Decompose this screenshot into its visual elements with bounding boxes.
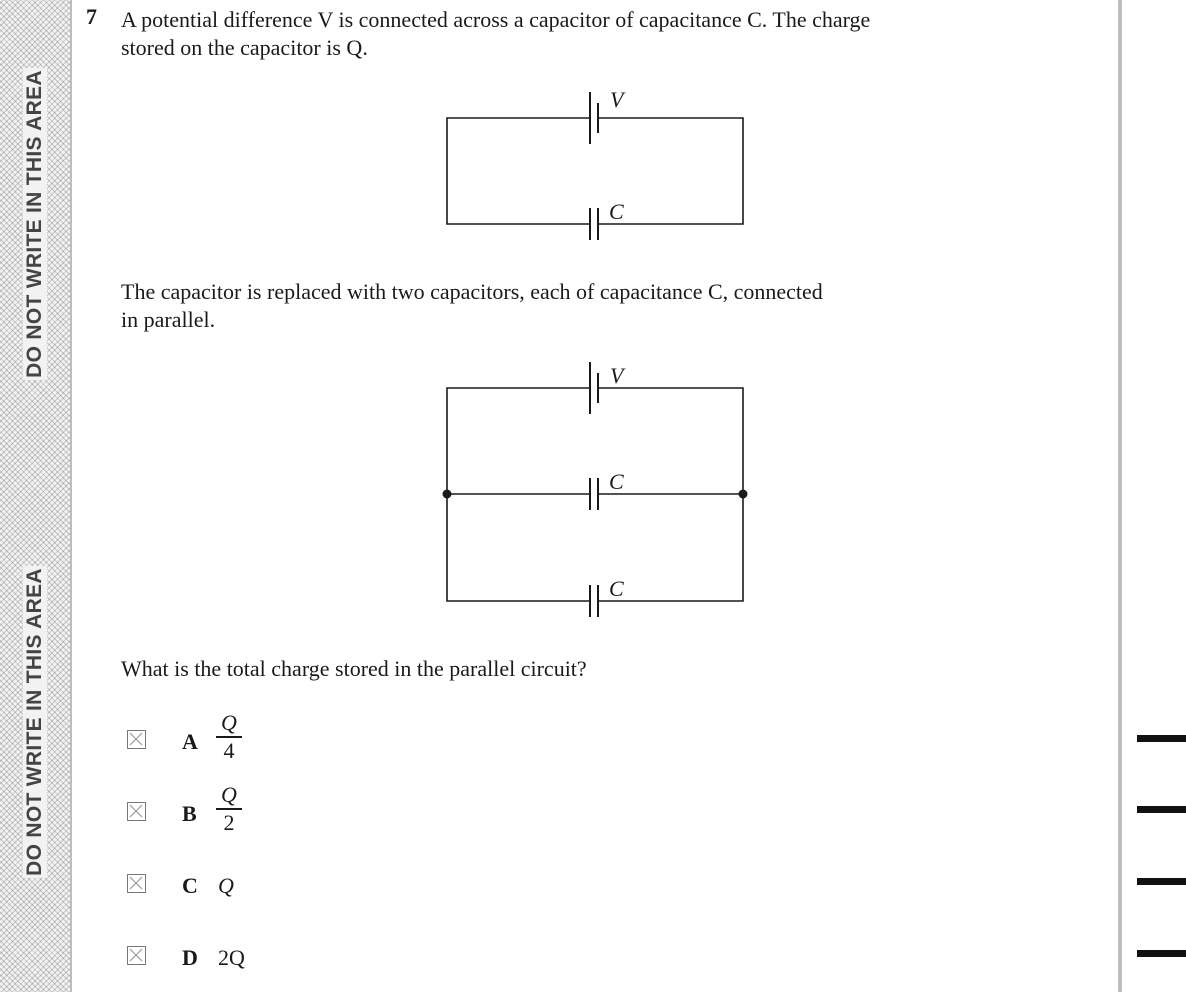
option-d-checkbox[interactable] <box>127 946 146 965</box>
option-d-letter: D <box>182 945 198 970</box>
option-d-text: 2Q <box>218 945 245 970</box>
option-a-numerator: Q <box>221 710 237 735</box>
parallel-capacitor-circuit <box>447 362 743 617</box>
margin-warning-top: DO NOT WRITE IN THIS AREA <box>23 70 46 378</box>
single-capacitor-circuit <box>447 92 743 240</box>
option-a-fraction <box>216 712 242 762</box>
circuit2-source-label: V <box>610 363 624 388</box>
circuit1-capacitor-label: C <box>609 199 624 224</box>
question-prompt: What is the total charge stored in the parallel circuit? <box>121 656 587 681</box>
question-intro-line-1: A potential difference V is connected across a capacitor of capacitance C. The charge <box>121 7 871 32</box>
question-middle-line-2: in parallel. <box>121 307 216 332</box>
option-b-fraction <box>216 784 242 834</box>
circuit2-capacitor1-label: C <box>609 469 624 494</box>
option-a-checkbox[interactable] <box>127 730 146 749</box>
circuit2-capacitor2-label: C <box>609 576 624 601</box>
option-c-text: Q <box>218 873 234 898</box>
option-b-letter: B <box>182 801 197 826</box>
option-b-numerator: Q <box>221 782 237 807</box>
question-number: 7 <box>86 4 97 29</box>
circuit2-junction-left <box>443 490 452 499</box>
option-a-letter: A <box>182 729 198 754</box>
question-middle <box>121 278 823 334</box>
margin-warning-bottom: DO NOT WRITE IN THIS AREA <box>23 568 46 876</box>
option-a-denominator: 4 <box>223 737 235 763</box>
option-c-checkbox[interactable] <box>127 874 146 893</box>
question-middle-line-1: The capacitor is replaced with two capacitors, each of capacitance C, connected <box>121 279 823 304</box>
option-b-denominator: 2 <box>223 809 235 835</box>
question-intro-line-2: stored on the capacitor is Q. <box>121 35 368 60</box>
circuit1-source-label: V <box>610 87 624 112</box>
circuit2-junction-right <box>739 490 748 499</box>
option-b-checkbox[interactable] <box>127 802 146 821</box>
option-c-letter: C <box>182 873 198 898</box>
circuit1-wire-left <box>447 118 590 224</box>
